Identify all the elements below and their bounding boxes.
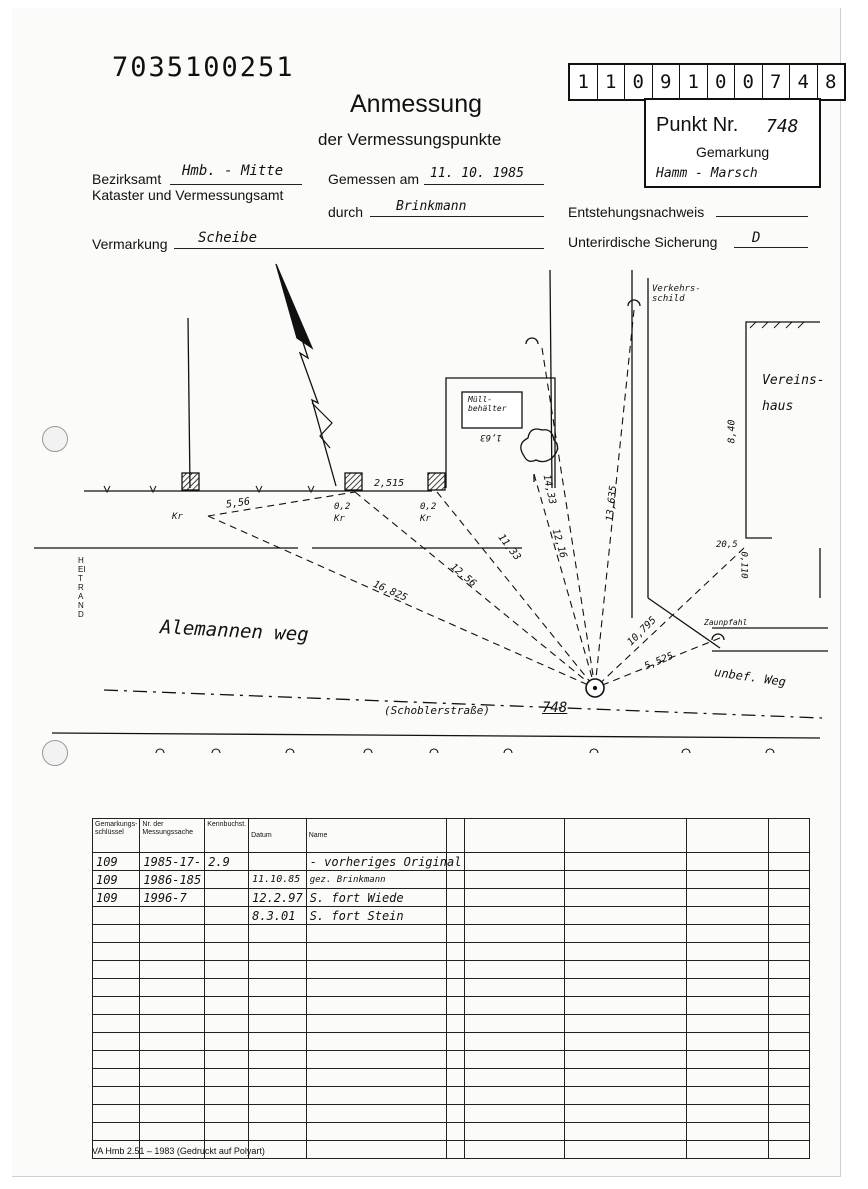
- id-digit: 4: [790, 65, 818, 99]
- col-header: Gemarkungs-schlüssel: [93, 819, 140, 853]
- value-163: 1,63: [480, 432, 502, 442]
- distance-label: 10,795: [625, 614, 659, 649]
- punch-hole: [42, 426, 68, 452]
- value-205: 20,5: [716, 540, 738, 550]
- col-header: Nr. der Messungssache: [140, 819, 205, 853]
- distance-label: 12,16: [549, 527, 569, 560]
- kataster-label: Kataster und Vermessungsamt: [92, 187, 284, 203]
- kr-right: Kr: [420, 514, 431, 524]
- col-header: Datum: [249, 819, 307, 853]
- distance-label: 2,515: [374, 478, 405, 489]
- heitrand-label: HEITRAND: [78, 556, 86, 619]
- distance-label: 11,33: [495, 532, 523, 563]
- table-row: 109 1996-7 12.2.97 S. fort Wiede: [93, 889, 465, 907]
- durch-value: Brinkmann: [396, 199, 467, 214]
- page-title: Anmessung: [350, 90, 483, 118]
- entstehung-label: Entstehungsnachweis: [568, 204, 705, 220]
- table-row: [93, 979, 465, 997]
- col-header: Kennbuchst.: [205, 819, 249, 853]
- durch-label: durch: [328, 204, 364, 220]
- distance-label: 14,33: [540, 473, 558, 506]
- gemarkung-value: Hamm - Marsch: [656, 166, 758, 181]
- table-row: [93, 943, 465, 961]
- id-digit: 9: [653, 65, 681, 99]
- col-header: Name: [306, 819, 465, 853]
- kr-left: Kr: [334, 514, 345, 524]
- north-arrow-icon: [276, 264, 312, 348]
- gemarkung-label: Gemarkung: [696, 144, 770, 160]
- vereinshaus-label: Vereins-haus: [762, 373, 825, 414]
- verkehrsschild-label: Verkehrs-schild: [652, 284, 701, 304]
- unbef-weg-label: unbef. Weg: [713, 665, 787, 689]
- table-row: 109 1986-185 11.10.85 gez. Brinkmann: [93, 871, 465, 889]
- id-digit: 7: [763, 65, 791, 99]
- distance-label: 16,825: [371, 579, 409, 604]
- bezirksamt-label: Bezirksamt: [92, 171, 162, 187]
- history-table: [92, 818, 465, 1159]
- distance-label: 5,525: [643, 650, 676, 673]
- value-840: 8,40: [726, 419, 738, 444]
- table-row: [93, 961, 465, 979]
- gemessen-label: Gemessen am: [328, 171, 420, 187]
- table-row: 8.3.01 S. fort Stein: [93, 907, 465, 925]
- distance-label: 5,56: [225, 496, 251, 511]
- kr-02-right: 0,2: [420, 502, 437, 512]
- table-row: [93, 1105, 465, 1123]
- table-row: [93, 1123, 465, 1141]
- table-row: [93, 997, 465, 1015]
- table-row: [93, 1015, 465, 1033]
- page-subtitle: der Vermessungspunkte: [318, 130, 502, 149]
- unterirdisch-label: Unterirdische Sicherung: [568, 234, 718, 250]
- blank-table: [446, 818, 810, 1159]
- footer-note: VA Hmb 2.51 – 1983 (Gedruckt auf Polyart): [92, 1146, 265, 1156]
- table-row: [93, 1051, 465, 1069]
- gemessen-value: 11. 10. 1985: [430, 166, 524, 181]
- table-row: [93, 1033, 465, 1051]
- zaunpfahl-label: Zaunpfahl: [704, 618, 748, 627]
- survey-sketch: [12, 8, 840, 808]
- id-digit: 1: [570, 65, 598, 99]
- kr-02-left: 0,2: [334, 502, 351, 512]
- value-0110: 0,110: [738, 551, 749, 579]
- id-digit: 1: [598, 65, 626, 99]
- point-number-label: 748: [542, 700, 568, 716]
- kr-label: Kr: [172, 512, 183, 522]
- vermarkung-value: Scheibe: [198, 230, 258, 246]
- distance-label: 13,635: [604, 484, 620, 523]
- muellbehaelter-label: Müll-behälter: [468, 395, 507, 413]
- form-sheet: [12, 8, 841, 1177]
- street-alt-name: (Schoblerstraße): [384, 704, 490, 717]
- id-digit: 8: [825, 71, 837, 93]
- punkt-value: 748: [766, 116, 799, 137]
- vermarkung-label: Vermarkung: [92, 236, 168, 252]
- punch-hole: [42, 740, 68, 766]
- id-digit: 0: [735, 65, 763, 99]
- id-digit: 0: [625, 65, 653, 99]
- table-row: [93, 1087, 465, 1105]
- bezirksamt-value: Hmb. - Mitte: [182, 163, 284, 179]
- unterirdisch-value: D: [752, 230, 761, 246]
- distance-label: 12,56: [447, 561, 479, 590]
- id-digit: 0: [708, 65, 736, 99]
- punkt-label: Punkt Nr.: [656, 114, 739, 136]
- id-digit: 1: [680, 65, 708, 99]
- table-row: 109 1985-17- 2.9 - vorheriges Original: [93, 853, 465, 871]
- table-row: [93, 1069, 465, 1087]
- table-row: [93, 925, 465, 943]
- street-name: Alemannen weg: [159, 616, 310, 646]
- document-number: 7035100251: [112, 52, 295, 83]
